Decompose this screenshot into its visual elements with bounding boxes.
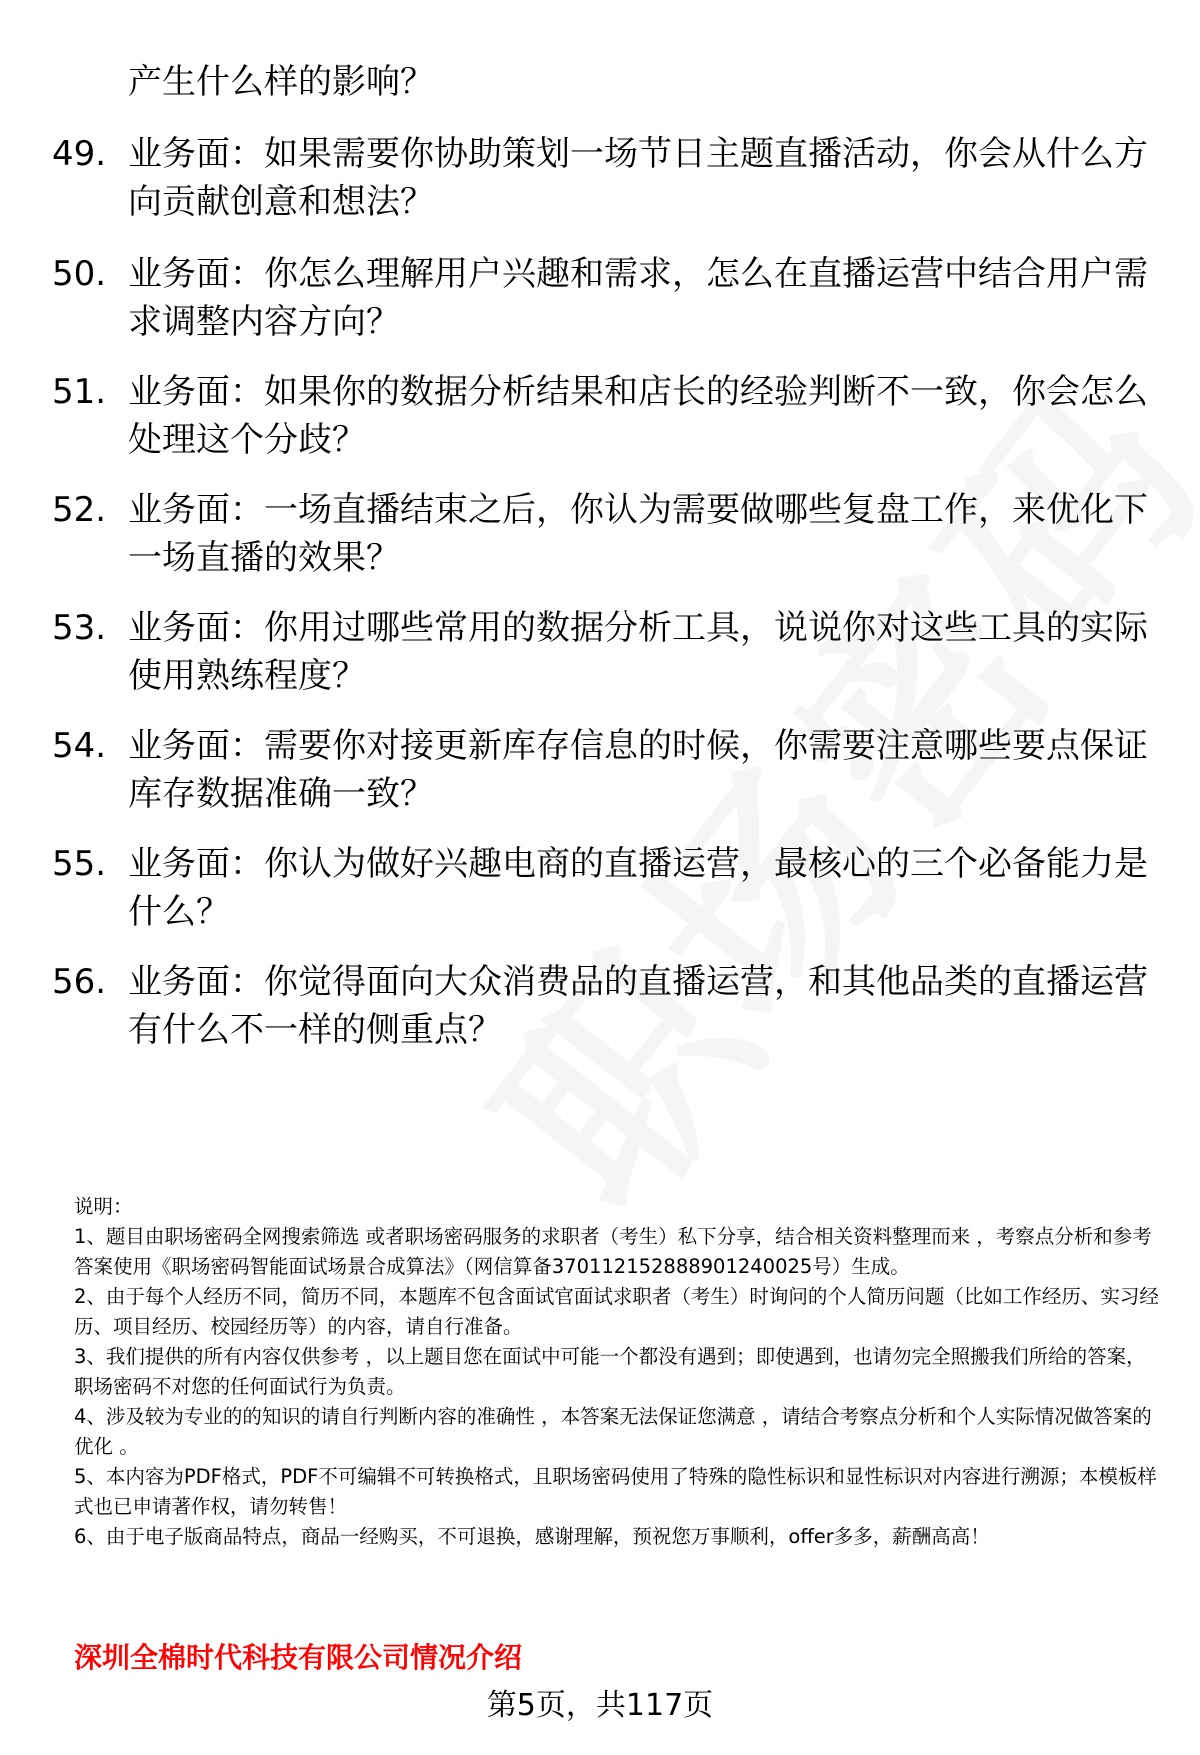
question-number: 56.: [52, 962, 107, 1002]
question-text: 业务面：你觉得面向大众消费品的直播运营，和其他品类的直播运营有什么不一样的侧重点？: [128, 962, 1148, 1050]
question-text: 业务面：你用过哪些常用的数据分析工具，说说你对这些工具的实际使用熟练程度？: [128, 608, 1148, 696]
question-text: 业务面：你认为做好兴趣电商的直播运营，最核心的三个必备能力是什么？: [128, 844, 1148, 932]
question-text: 业务面：如果需要你协助策划一场节日主题直播活动，你会从什么方向贡献创意和想法？: [128, 134, 1148, 222]
note-item-2: 2、由于每个人经历不同，简历不同，本题库不包含面试官面试求职者（考生）时询问的个人简历问题（比如工作经历、实习经历、项目经历、校园经历等）的内容，请自行准备。: [74, 1285, 1159, 1338]
question-text: 业务面：需要你对接更新库存信息的时候，你需要注意哪些要点保证库存数据准确一致？: [128, 726, 1148, 814]
question-text: 业务面：一场直播结束之后，你认为需要做哪些复盘工作，来优化下一场直播的效果？: [128, 490, 1148, 578]
question-48-continuation: 产生什么样的影响？: [128, 62, 434, 102]
notes-section: [74, 1192, 1164, 1552]
question-number: 54.: [52, 726, 107, 766]
note-item-6: 6、由于电子版商品特点，商品一经购买，不可退换，感谢理解，预祝您万事顺利，offer多多，薪酬高高！: [74, 1525, 990, 1548]
note-item-4: 4、涉及较为专业的的知识的请自行判断内容的准确性 ，本答案无法保证您满意 ，请结合考察点分析和个人实际情况做答案的优化 。: [74, 1405, 1152, 1458]
question-text: 业务面：如果你的数据分析结果和店长的经验判断不一致，你会怎么处理这个分歧？: [128, 372, 1148, 460]
notes-title: 说明：: [74, 1195, 133, 1218]
page-number: 第5页，共117页: [486, 1688, 714, 1723]
question-number: 55.: [52, 844, 107, 884]
question-number: 53.: [52, 608, 107, 648]
question-number: 51.: [52, 372, 107, 412]
question-text: 业务面：你怎么理解用户兴趣和需求，怎么在直播运营中结合用户需求调整内容方向？: [128, 254, 1148, 342]
question-number: 52.: [52, 490, 107, 530]
company-intro-link[interactable]: 深圳全棉时代科技有限公司情况介绍: [74, 1641, 523, 1674]
note-item-1: 1、题目由职场密码全网搜索筛选 或者职场密码服务的求职者（考生）私下分享，结合相关资料整理而来 ，考察点分析和参考答案使用《职场密码智能面试场景合成算法》（网信算备370112152888901240025号）生成。: [74, 1225, 1152, 1278]
note-item-5: 5、本内容为PDF格式，PDF不可编辑不可转换格式，且职场密码使用了特殊的隐性标识和显性标识对内容进行溯源；本模板样式也已申请著作权，请勿转售！: [74, 1465, 1157, 1518]
note-item-3: 3、我们提供的所有内容仅供参考 ，以上题目您在面试中可能一个都没有遇到；即使遇到，也请勿完全照搬我们所给的答案，职场密码不对您的任何面试行为负责。: [74, 1345, 1146, 1398]
question-number: 49.: [52, 134, 107, 174]
question-number: 50.: [52, 254, 107, 294]
